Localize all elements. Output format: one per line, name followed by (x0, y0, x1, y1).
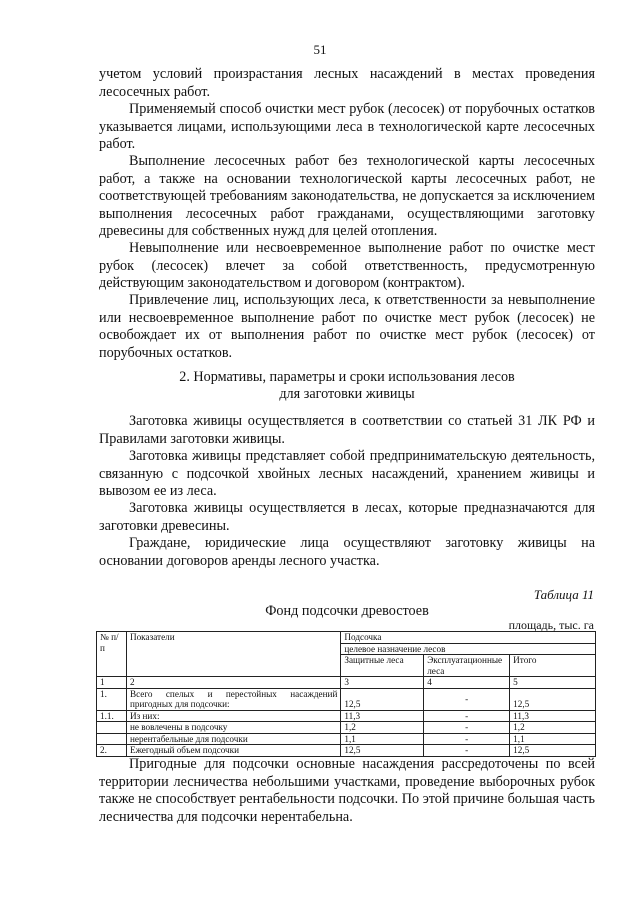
row-name: Всего спелых и перестойных насаждений пригодных для подсочки: (126, 688, 340, 710)
index-cell: 2 (126, 677, 340, 689)
index-cell: 1 (97, 677, 127, 689)
row-num: 2. (97, 745, 127, 757)
index-cell: 4 (424, 677, 510, 689)
table-row (97, 722, 596, 734)
row-protective: 11,3 (341, 710, 424, 722)
paragraph-3: Выполнение лесосечных работ без технологической карты лесосечных работ, а также на основании технологической карты лесосечных работ, не соответствующей требованиям законодательства, не допускается за исключением выполнения лесосечных работ гражданами, осуществляющими заготовку древесины для собственных нужд для целей отопления. (99, 153, 595, 240)
row-total: 12,5 (510, 745, 596, 757)
row-total: 11,3 (510, 710, 596, 722)
row-protective: 12,5 (341, 688, 424, 710)
paragraph-4: Невыполнение или несвоевременное выполнение работ по очистке мест рубок (лесосек) влечет за собой ответственность, предусмотренную действующим законодательством и договором (контрактом). (99, 240, 595, 292)
header-group: Подсочка (341, 632, 596, 644)
row-total: 1,1 (510, 733, 596, 745)
row-protective: 1,2 (341, 722, 424, 734)
row-num (97, 733, 127, 745)
index-cell: 3 (341, 677, 424, 689)
row-total: 12,5 (510, 688, 596, 710)
table-row (97, 710, 596, 722)
table-label: Таблица 11 (533, 587, 594, 602)
row-protective: 12,5 (341, 745, 424, 757)
header-protective: Защитные леса (341, 655, 424, 677)
header-subgroup: целевое назначение лесов (341, 643, 596, 655)
row-num: 1. (97, 688, 127, 710)
row-name: не вовлечены в подсочку (126, 722, 340, 734)
forest-tapping-table (96, 631, 596, 757)
section-heading-line-2: для заготовки живицы (279, 386, 415, 402)
row-name: нерентабельные для подсочки (126, 733, 340, 745)
paragraph-5: Привлечение лиц, использующих леса, к ответственности за невыполнение или несвоевременное выполнение работ по очистке мест рубок (лесосек) не освобождает их от выполнения работ по очистке мест рубок (лесосек) от порубочных остатков. (99, 292, 595, 361)
section-paragraph-1: Заготовка живицы осуществляется в соответствии со статьей 31 ЛК РФ и Правилами заготовки живицы. (99, 413, 595, 447)
header-num: № п/п (97, 632, 127, 677)
table-index-row (97, 677, 596, 689)
table-header-row-1 (97, 632, 596, 644)
row-num: 1.1. (97, 710, 127, 722)
row-exploitation: - (424, 688, 510, 710)
table-row (97, 745, 596, 757)
table-units: площадь, тыс. га (508, 618, 594, 632)
row-num (97, 722, 127, 734)
table-row (97, 688, 596, 710)
header-indicators: Показатели (126, 632, 340, 677)
row-total: 1,2 (510, 722, 596, 734)
row-exploitation: - (424, 722, 510, 734)
section-paragraph-3: Заготовка живицы осуществляется в лесах, которые предназначаются для заготовки древесины. (99, 500, 595, 534)
row-exploitation: - (424, 710, 510, 722)
paragraph-1: учетом условий произрастания лесных насаждений в местах проведения лесосечных работ. (99, 66, 595, 100)
section-heading-line-1: 2. Нормативы, параметры и сроки использования лесов (179, 369, 515, 385)
table-title: Фонд подсочки древостоев (265, 603, 429, 619)
row-exploitation: - (424, 745, 510, 757)
closing-paragraph: Пригодные для подсочки основные насаждения рассредоточены по всей территории лесничества небольшими участками, проведение выборочных рубок также не способствует рентабельности подсочки. По этой причине большая часть лесничества для подсочки нерентабельна. (99, 756, 595, 825)
header-total: Итого (510, 655, 596, 677)
row-name: Из них: (126, 710, 340, 722)
section-paragraph-2: Заготовка живицы представляет собой предпринимательскую деятельность, связанную с подсочкой хвойных лесных насаждений, хранением живицы и вывозом ее из леса. (99, 448, 595, 500)
row-name: Ежегодный объем подсочки (126, 745, 340, 757)
row-protective: 1,1 (341, 733, 424, 745)
table-row (97, 733, 596, 745)
index-cell: 5 (510, 677, 596, 689)
section-paragraph-4: Граждане, юридические лица осуществляют заготовку живицы на основании договоров аренды лесного участка. (99, 535, 595, 569)
row-exploitation: - (424, 733, 510, 745)
header-exploitation: Эксплуатационные леса (424, 655, 510, 677)
paragraph-2: Применяемый способ очистки мест рубок (лесосек) от порубочных остатков указывается лицами, использующими леса в технологической карте лесосечных работ. (99, 101, 595, 153)
page-number: 51 (313, 42, 327, 57)
